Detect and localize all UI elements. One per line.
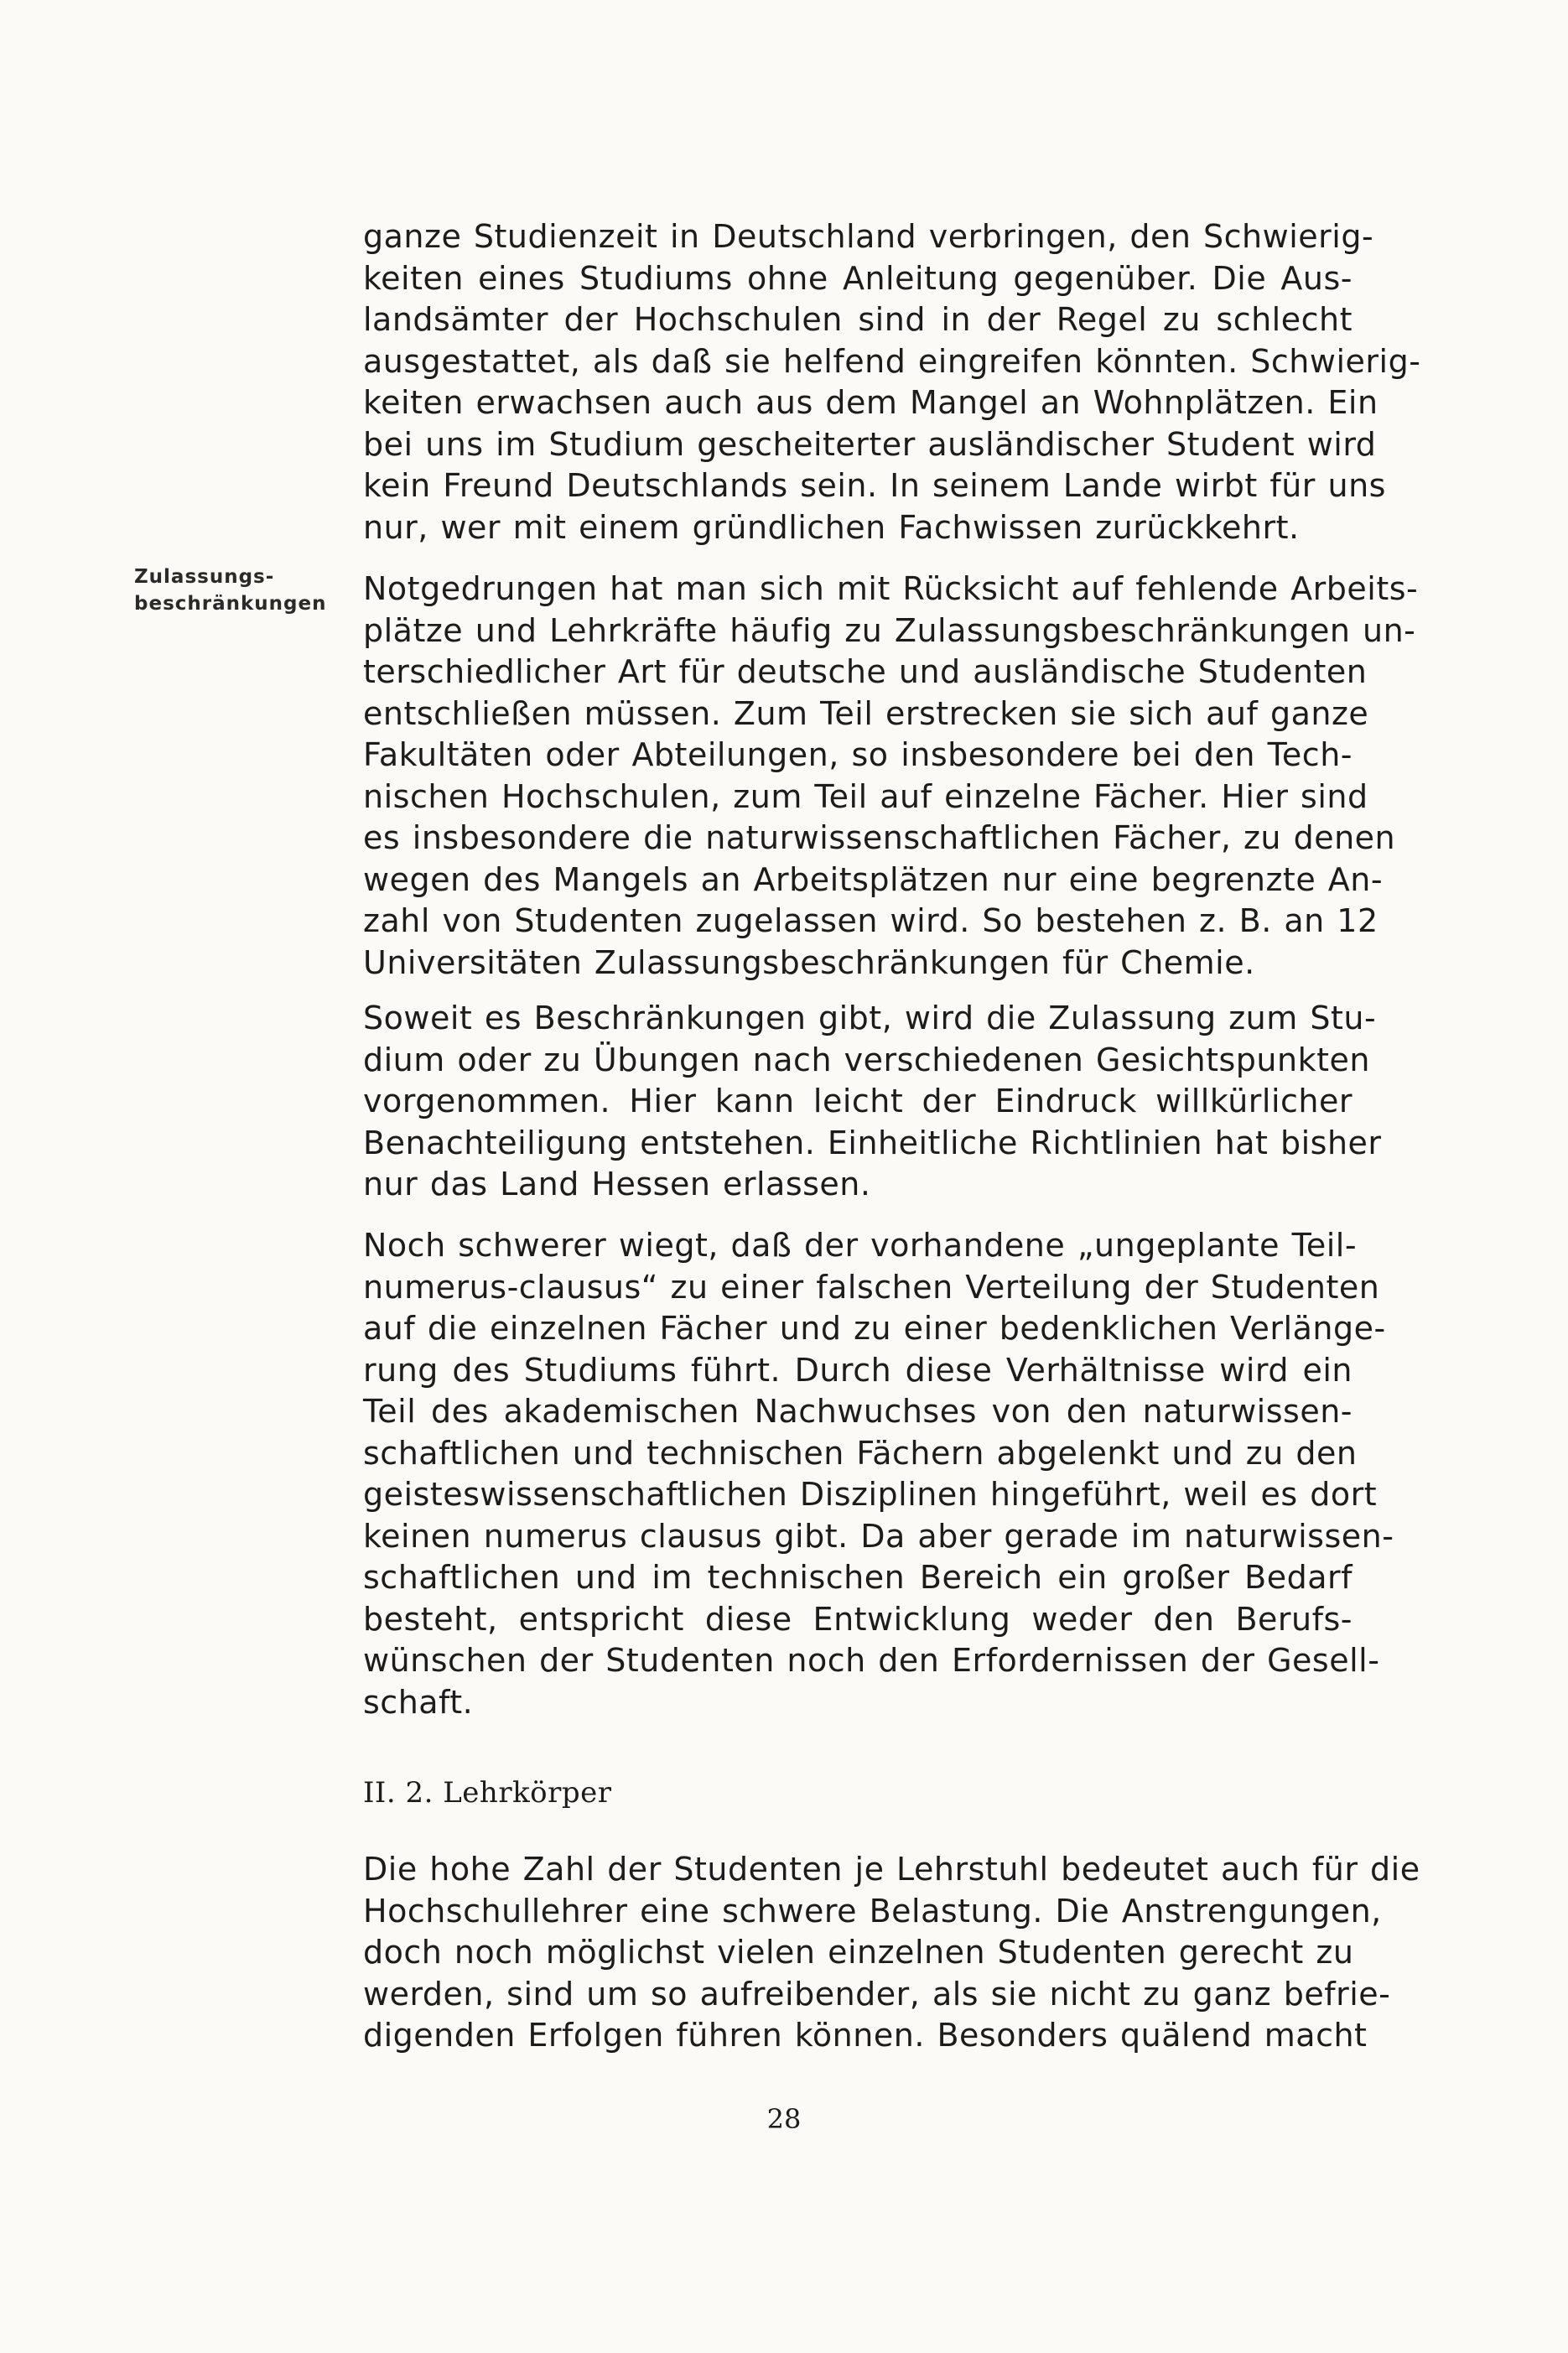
text-line: Hochschullehrer eine schwere Belastung. Die Anstrengungen, bbox=[363, 1892, 1382, 1930]
text-line: es insbesondere die naturwissenschaftlichen Fächer, zu denen bbox=[363, 819, 1396, 856]
text-line: Die hohe Zahl der Studenten je Lehrstuhl bedeutet auch für die bbox=[363, 1851, 1420, 1888]
text-line: Noch schwerer wiegt, daß der vorhandene „ungeplante Teil- bbox=[363, 1227, 1358, 1264]
text-line: Soweit es Beschränkungen gibt, wird die Zulassung zum Stu- bbox=[363, 1000, 1377, 1036]
text-line: rung des Studiums führt. Durch diese Verhältnisse wird ein bbox=[363, 1351, 1353, 1389]
text-line: wünschen der Studenten noch den Erfordernissen der Gesell- bbox=[363, 1642, 1380, 1679]
section-heading: II. 2. Lehrkörper bbox=[363, 1776, 612, 1810]
page-number: 28 bbox=[766, 2103, 802, 2135]
paragraph-4 bbox=[363, 1225, 1394, 1723]
text-line: kein Freund Deutschlands sein. In seinem Lande wirbt für uns bbox=[363, 467, 1386, 504]
text-line: plätze und Lehrkräfte häufig zu Zulassungsbeschränkungen un- bbox=[363, 611, 1416, 649]
text-line: ganze Studienzeit in Deutschland verbringen, den Schwierig- bbox=[363, 218, 1374, 255]
text-line: Benachteiligung entstehen. Einheitliche Richtlinien hat bisher bbox=[363, 1124, 1382, 1161]
text-line: landsämter der Hochschulen sind in der Regel zu schlecht bbox=[363, 301, 1353, 338]
text-line: werden, sind um so aufreibender, als sie nicht zu ganz befrie- bbox=[363, 1975, 1391, 2013]
text-line: dium oder zu Übungen nach verschiedenen Gesichtspunkten bbox=[363, 1041, 1370, 1078]
text-line: keinen numerus clausus gibt. Da aber gerade im naturwissen- bbox=[363, 1517, 1394, 1555]
text-line: nischen Hochschulen, zum Teil auf einzelne Fächer. Hier sind bbox=[363, 777, 1368, 815]
text-line: schaftlichen und im technischen Bereich ein großer Bedarf bbox=[363, 1559, 1353, 1596]
margin-note bbox=[134, 564, 344, 617]
text-line: entschließen müssen. Zum Teil erstrecken sie sich auf ganze bbox=[363, 694, 1369, 732]
text-line: Teil des akademischen Nachwuchses von den naturwissen- bbox=[363, 1393, 1353, 1430]
text-line: nur, wer mit einem gründlichen Fachwissen zurückkehrt. bbox=[363, 508, 1300, 546]
text-line: terschiedlicher Art für deutsche und ausländische Studenten bbox=[363, 653, 1368, 690]
paragraph-1 bbox=[363, 216, 1421, 548]
text-line: zahl von Studenten zugelassen wird. So bestehen z. B. an 12 bbox=[363, 902, 1378, 939]
text-line: vorgenommen. Hier kann leicht der Eindruck willkürlicher bbox=[363, 1083, 1353, 1119]
text-line: doch noch möglichst vielen einzelnen Studenten gerecht zu bbox=[363, 1934, 1354, 1971]
text-line: ausgestattet, als daß sie helfend eingreifen könnten. Schwierig- bbox=[363, 342, 1421, 380]
text-line: wegen des Mangels an Arbeitsplätzen nur eine begrenzte An- bbox=[363, 860, 1384, 898]
paragraph-3 bbox=[363, 998, 1382, 1206]
text-line: nur das Land Hessen erlassen. bbox=[363, 1166, 871, 1202]
text-line: keiten erwachsen auch aus dem Mangel an Wohnplätzen. Ein bbox=[363, 384, 1378, 421]
text-line: digenden Erfolgen führen können. Besonders quälend macht bbox=[363, 2017, 1368, 2054]
section-paragraph bbox=[363, 1849, 1420, 2057]
margin-note-line: beschränkungen bbox=[134, 593, 327, 615]
text-line: Fakultäten oder Abteilungen, so insbesondere bei den Tech- bbox=[363, 736, 1353, 773]
paragraph-2 bbox=[363, 569, 1419, 984]
text-line: auf die einzelnen Fächer und zu einer bedenklichen Verlänge- bbox=[363, 1310, 1386, 1347]
text-line: besteht, entspricht diese Entwicklung weder den Berufs- bbox=[363, 1600, 1353, 1638]
text-line: geisteswissenschaftlichen Disziplinen hingeführt, weil es dort bbox=[363, 1476, 1378, 1513]
text-line: schaft. bbox=[363, 1683, 474, 1721]
text-line: Notgedrungen hat man sich mit Rücksicht auf fehlende Arbeits- bbox=[363, 570, 1419, 607]
text-line: keiten eines Studiums ohne Anleitung gegenüber. Die Aus- bbox=[363, 259, 1353, 297]
text-line: schaftlichen und technischen Fächern abgelenkt und zu den bbox=[363, 1434, 1358, 1472]
text-line: numerus-clausus“ zu einer falschen Verteilung der Studenten bbox=[363, 1268, 1380, 1306]
text-line: bei uns im Studium gescheiterter ausländischer Student wird bbox=[363, 425, 1377, 463]
margin-note-line: Zulassungs- bbox=[134, 566, 275, 588]
text-line: Universitäten Zulassungsbeschränkungen für Chemie. bbox=[363, 943, 1255, 981]
